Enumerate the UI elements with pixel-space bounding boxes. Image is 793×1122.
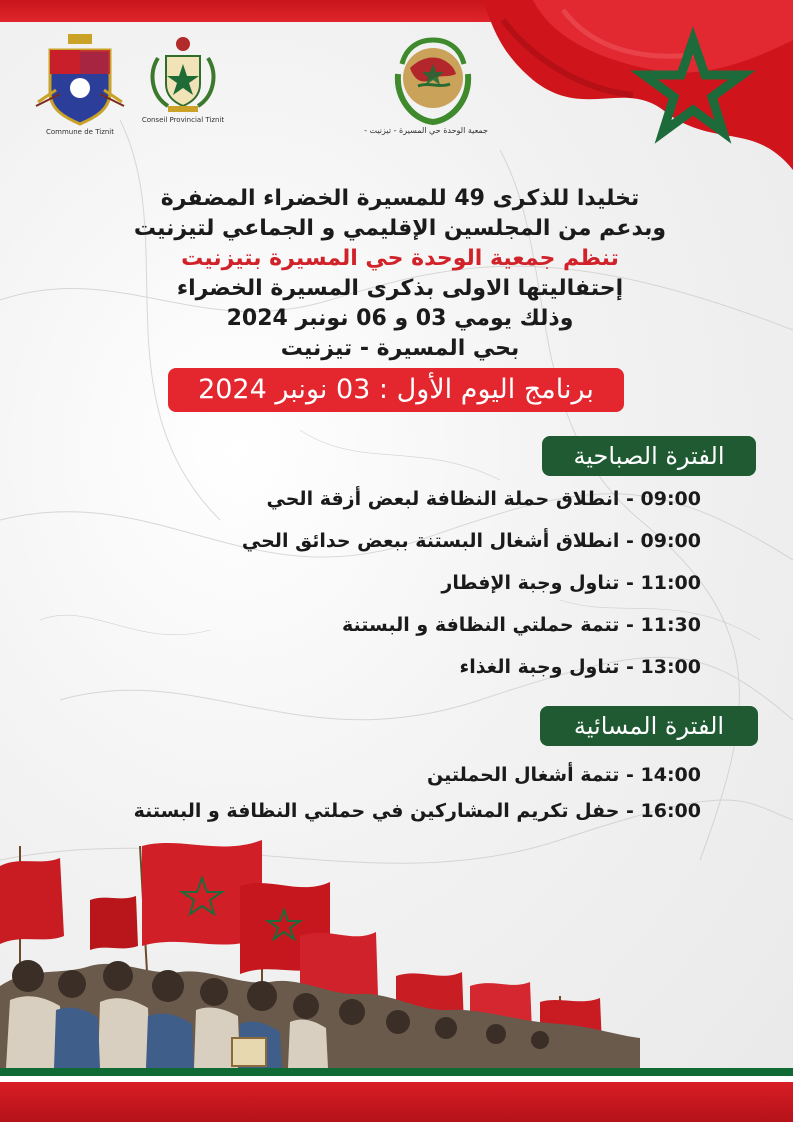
- morning-item-1: 09:00 - انطلاق حملة النظافة لبعض أزقة الحي: [266, 488, 701, 510]
- item-text: تتمة حملتي النظافة و البستنة: [342, 614, 620, 636]
- association-caption: جمعية الوحدة حي المسيرة - تيزنيت -: [364, 126, 488, 135]
- item-text: تتمة أشغال الحملتين: [427, 764, 620, 786]
- headline-line-3: تنظم جمعية الوحدة حي المسيرة بتيزنيت: [181, 246, 619, 271]
- headline-block: [90, 184, 710, 364]
- association-emblem-icon: [388, 34, 478, 126]
- morning-item-2: 09:00 - انطلاق أشغال البستنة ببعض حدائق الحي: [241, 530, 701, 552]
- morning-item-5: 13:00 - تناول وجبة الغذاء: [459, 656, 701, 678]
- item-time: 14:00: [640, 764, 701, 786]
- provincial-council-emblem-icon: [148, 34, 218, 116]
- evening-section-title: الفترة المسائية: [540, 706, 758, 746]
- item-time: 09:00: [640, 530, 701, 552]
- logos-row: [0, 34, 793, 154]
- commune-tiznit-emblem-icon: [34, 34, 126, 128]
- item-text: انطلاق حملة النظافة لبعض أزقة الحي: [266, 488, 620, 510]
- item-text: تناول وجبة الإفطار: [441, 572, 620, 594]
- green-march-crowd-flags-illustration: [0, 826, 640, 1068]
- headline-line-2: وبدعم من المجلسين الإقليمي و الجماعي لتيزنيت: [133, 216, 667, 241]
- program-title-badge: برنامج اليوم الأول : 03 نونبر 2024: [168, 368, 624, 412]
- commune-logo: [30, 34, 130, 136]
- commune-caption: Commune de Tiznit: [46, 128, 114, 136]
- association-logo: [364, 34, 488, 135]
- item-time: 11:30: [640, 614, 701, 636]
- item-time: 11:00: [640, 572, 701, 594]
- item-time: 09:00: [640, 488, 701, 510]
- headline-line-4: إحتفاليتها الاولى بذكرى المسيرة الخضراء: [176, 276, 624, 301]
- headline-line-1: تخليدا للذكرى 49 للمسيرة الخضراء المضفرة: [160, 186, 640, 211]
- item-time: 13:00: [640, 656, 701, 678]
- evening-item-1: 14:00 - تتمة أشغال الحملتين: [427, 764, 701, 786]
- item-text: انطلاق أشغال البستنة ببعض حدائق الحي: [241, 530, 620, 552]
- morning-section-title: الفترة الصباحية: [542, 436, 756, 476]
- bottom-red-band: [0, 1082, 793, 1122]
- top-red-strip: [0, 0, 520, 22]
- evening-item-2: 16:00 - حفل تكريم المشاركين في حملتي النظافة و البستنة: [133, 800, 701, 822]
- item-text: حفل تكريم المشاركين في حملتي النظافة و البستنة: [133, 800, 620, 822]
- headline-line-6: بحي المسيرة - تيزنيت: [280, 336, 520, 361]
- bottom-green-band: [0, 1068, 793, 1076]
- headline-line-5: وذلك يومي 03 و 06 نونبر 2024: [226, 306, 574, 331]
- morning-item-4: 11:30 - تتمة حملتي النظافة و البستنة: [342, 614, 701, 636]
- morning-item-3: 11:00 - تناول وجبة الإفطار: [441, 572, 701, 594]
- province-logo: [138, 34, 228, 124]
- item-time: 16:00: [640, 800, 701, 822]
- item-text: تناول وجبة الغذاء: [459, 656, 620, 678]
- province-caption: Conseil Provincial Tiznit: [141, 116, 225, 124]
